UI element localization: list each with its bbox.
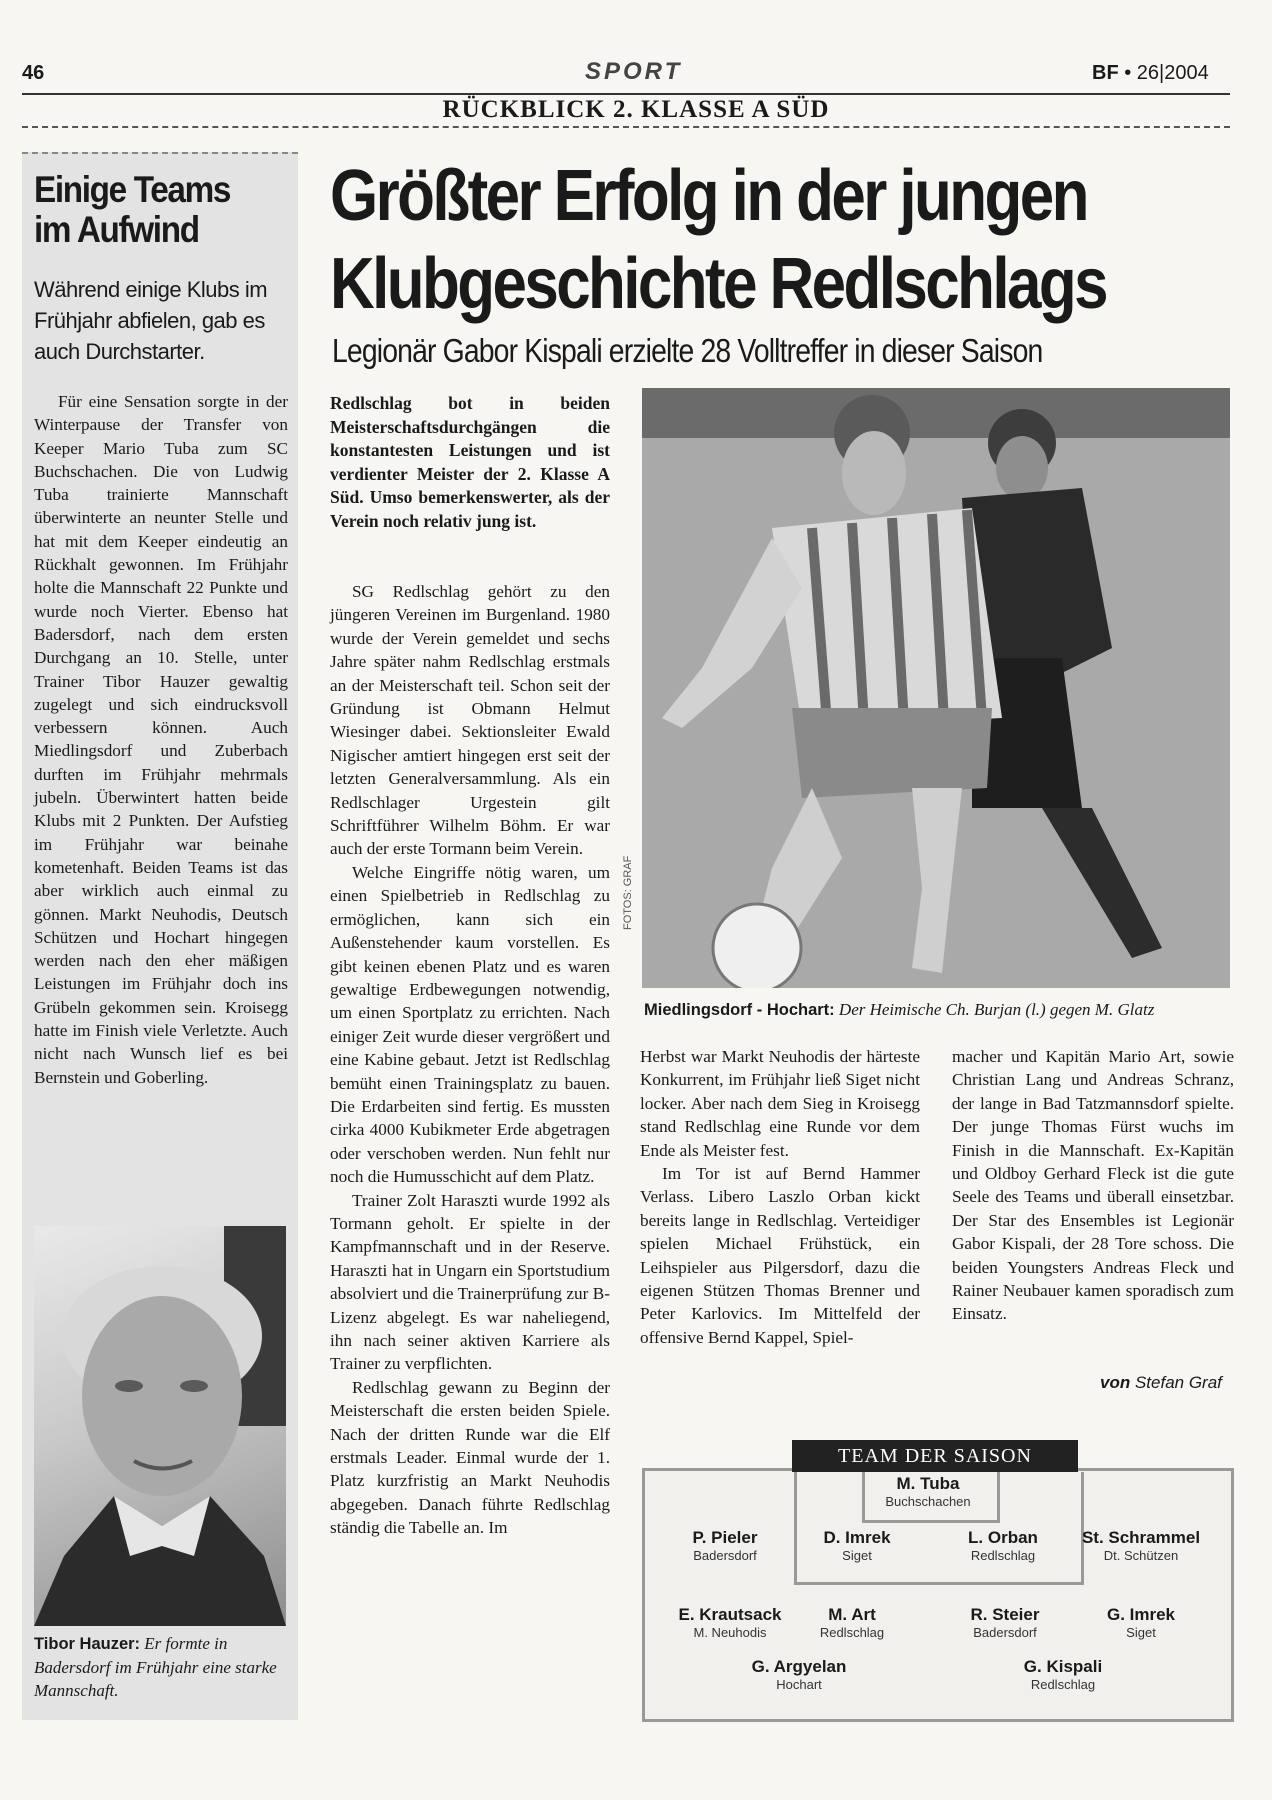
issue-brand: BF xyxy=(1092,62,1119,84)
article-paragraph: Redlschlag gewann zu Beginn der Meisterschaft die ersten beiden Spiele. Nach der dritten Runde war die Elf erstmals Leader. Einmal wurde der 1. Platz kurzfristig an Markt Neuhodis abgegeben. Danach führte Redlschlag ständig die Tabelle an. Im xyxy=(330,1377,610,1538)
player-club: Badersdorf xyxy=(973,1625,1037,1640)
player-club: M. Neuhodis xyxy=(693,1625,767,1640)
article-paragraph: Welche Eingriffe nötig waren, um einen Spielbetrieb in Redlschlag zu ermöglichen, kann sich ein Außenstehender kaum vorstellen. Es gibt keinen ebenen Platz und es waren gewaltige Erdbewegungen notwendig, um einen Sportplatz zu errichten. Nach einiger Zeit wurde dieser vergrößert und eine Kabine gebaut. Jetzt ist Redlschlag bemüht einen Trainingsplatz zu bauen. Die Erdarbeiten sind fertig. Es mussten cirka 4000 Kubikmeter Erde abgetragen oder verschoben werden. Nun fehlt nur noch die Humusschicht auf dem Platz. xyxy=(330,862,610,1187)
player-midfielder xyxy=(1056,1605,1226,1640)
article-paragraph: SG Redlschlag gehört zu den jüngeren Vereinen im Burgenland. 1980 wurde der Verein gemeldet und sechs Jahre später nahm Redlschlag erstmals an der Meisterschaft teil. Schon seit der Gründung ist Obmann Helmut Wiesinger dabei. Sektionsleiter Ewald Nigischer amtiert hingegen erst seit der letzten Generalversammlung. Als ein Redlschlager Urgestein gilt Schriftführer Wilhelm Böhm. Er war auch der erste Tormann beim Verein. xyxy=(330,582,610,859)
player-name: R. Steier xyxy=(970,1605,1040,1624)
player-defender xyxy=(772,1528,942,1563)
article-column-3 xyxy=(952,1045,1234,1326)
player-club: Badersdorf xyxy=(693,1548,757,1563)
article-paragraph: Trainer Zolt Haraszti wurde 1992 als Tormann geholt. Er spielte in der Kampfmannschaft und in der Reserve. Haraszti hat in Ungarn ein Sportstudium absolviert und die Trainerprüfung zur B-Lizenz abgelegt. Es war naheliegend, ihn nach seiner aktiven Karriere als Trainer zu verpflichten. xyxy=(330,1190,610,1374)
player-name: M. Art xyxy=(828,1605,876,1624)
photo-caption-name: Miedlingsdorf - Hochart: xyxy=(644,1001,835,1019)
team-of-season-title: TEAM DER SAISON xyxy=(792,1440,1078,1472)
player-name: P. Pieler xyxy=(692,1528,758,1547)
portrait-caption xyxy=(34,1632,288,1702)
player-club: Dt. Schützen xyxy=(1103,1548,1179,1563)
portrait-illustration xyxy=(34,1226,286,1626)
player-name: E. Krautsack xyxy=(678,1605,782,1624)
player-name: G. Kispali xyxy=(1023,1657,1103,1676)
player-club: Siget xyxy=(1126,1625,1156,1640)
player-midfielder xyxy=(767,1605,937,1640)
article-column-1 xyxy=(330,580,610,1540)
match-photo-illustration xyxy=(642,388,1230,988)
player-club: Hochart xyxy=(776,1677,822,1692)
player-club: Redlschlag xyxy=(1030,1677,1096,1692)
article-paragraph: Herbst war Markt Neuhodis der härteste Konkurrent, im Frühjahr ließ Siget nicht locker. Aber nach dem Sieg in Kroisegg stand Redlschlag eine Runde vor dem Ende als Meister fest. xyxy=(640,1047,920,1160)
player-club: Redlschlag xyxy=(819,1625,885,1640)
match-photo xyxy=(642,388,1230,988)
player-club: Siget xyxy=(842,1548,872,1563)
article-lead: Redlschlag bot in beiden Meisterschaftsdurchgängen die konstantesten Leistungen und ist verdienter Meister der 2. Klasse A Süd. Umso bemerkenswerter, als der Verein noch relativ jung ist. xyxy=(330,393,610,531)
section-kicker: RÜCKBLICK 2. KLASSE A SÜD xyxy=(442,96,830,123)
article-paragraph: Im Tor ist auf Bernd Hammer Verlass. Libero Laszlo Orban kickt bereits lange in Redlschlag. Verteidiger spielen Michael Frühstück, ein Leihspieler aus Pilgersdorf, dazu die eigenen Stützen Thomas Brenner und Peter Karlovics. Im Mittelfeld der offensive Bernd Kappel, Spiel- xyxy=(640,1164,920,1347)
headline-line-2: Klubgeschichte Redlschlags xyxy=(330,244,1106,324)
page-number: 46 xyxy=(22,62,45,84)
player-club: Redlschlag xyxy=(970,1548,1036,1563)
player-name: L. Orban xyxy=(968,1528,1038,1547)
sidebar-deck: Während einige Klubs im Frühjahr abfielen, gab es auch Durchstarter. xyxy=(34,277,268,364)
header-dashed-rule xyxy=(22,126,1230,128)
player-name: G. Argyelan xyxy=(751,1657,847,1676)
player-defender xyxy=(1056,1528,1226,1563)
section-title: SPORT xyxy=(585,58,683,85)
player-club: Buchschachen xyxy=(885,1494,971,1509)
byline-author: Stefan Graf xyxy=(1130,1373,1222,1392)
photo-credit: FOTOS: GRAF xyxy=(622,855,634,930)
headline-line-1: Größter Erfolg in der jungen xyxy=(330,156,1087,236)
portrait-caption-name: Tibor Hauzer: xyxy=(34,1635,141,1653)
player-goalkeeper xyxy=(843,1474,1013,1509)
article-headline xyxy=(330,152,1104,328)
player-name: St. Schrammel xyxy=(1081,1528,1201,1547)
photo-caption xyxy=(644,1000,1232,1020)
sidebar-headline: Einige Teams im Aufwind xyxy=(34,169,231,250)
player-name: D. Imrek xyxy=(823,1528,891,1547)
issue-info xyxy=(1092,62,1209,85)
sidebar-body xyxy=(34,390,288,1089)
player-forward xyxy=(714,1657,884,1692)
issue-number: 26|2004 xyxy=(1136,62,1209,84)
player-forward xyxy=(978,1657,1148,1692)
photo-caption-text: Der Heimische Ch. Burjan (l.) gegen M. Glatz xyxy=(834,1000,1155,1019)
byline-prefix: von xyxy=(1100,1373,1131,1392)
article-paragraph: macher und Kapitän Mario Art, sowie Christian Lang und Andreas Schranz, der lange in Bad Tatzmannsdorf spielte. Der junge Thomas Fürst wuchs im Finish in die Mannschaft. Ex-Kapitän und Oldboy Gerhard Fleck ist die gute Seele des Teams und überall einsetzbar. Der Star des Ensembles ist Legionär Gabor Kispali, der 28 Tore schoss. Die beiden Youngsters Andreas Fleck und Rainer Neubauer kamen sporadisch zum Einsatz. xyxy=(952,1047,1234,1324)
issue-separator: • xyxy=(1118,62,1137,84)
player-name: M. Tuba xyxy=(896,1474,960,1493)
player-name: G. Imrek xyxy=(1106,1605,1176,1624)
article-subhead: Legionär Gabor Kispali erzielte 28 Volltreffer in dieser Saison xyxy=(332,332,1043,369)
portrait-photo xyxy=(34,1226,286,1626)
article-column-2 xyxy=(640,1045,920,1349)
header-rule xyxy=(22,93,1230,95)
sidebar-paragraph: Für eine Sensation sorgte in der Winterpause der Transfer von Keeper Mario Tuba zum SC Buchschachen. Die von Ludwig Tuba trainierte Mannschaft überwinterte an neunter Stelle und hat mit dem Keeper eindeutig an Rückhalt gewonnen. Im Frühjahr holte die Mannschaft 22 Punkte und wurde noch Vierter. Ebenso hat Badersdorf, nach dem ersten Durchgang an 10. Stelle, unter Trainer Tibor Hauzer gewaltig zugelegt und sich eindrucksvoll verbessern können. Auch Miedlingsdorf und Zuberbach durften im Frühjahr mehrmals jubeln. Überwintert hatten beide Klubs mit 2 Punkten. Der Aufstieg im Frühjahr war beinahe kometenhaft. Beiden Teams ist das aber wirklich auch einmal zu gönnen. Markt Neuhodis, Deutsch Schützen und Hochart hingegen werden nach den eher mäßigen Leistungen im Frühjahr doch ins Grübeln gekommen sein. Kroisegg hatte im Finish viele Verletzte. Auch nicht nach Wunsch lief es bei Bernstein und Goberling. xyxy=(34,392,288,1087)
portrait-caption-text: Er formte in Badersdorf im Frühjahr eine starke Mannschaft. xyxy=(34,1634,277,1700)
sidebar-top-rule xyxy=(22,152,298,154)
byline xyxy=(1100,1373,1222,1393)
